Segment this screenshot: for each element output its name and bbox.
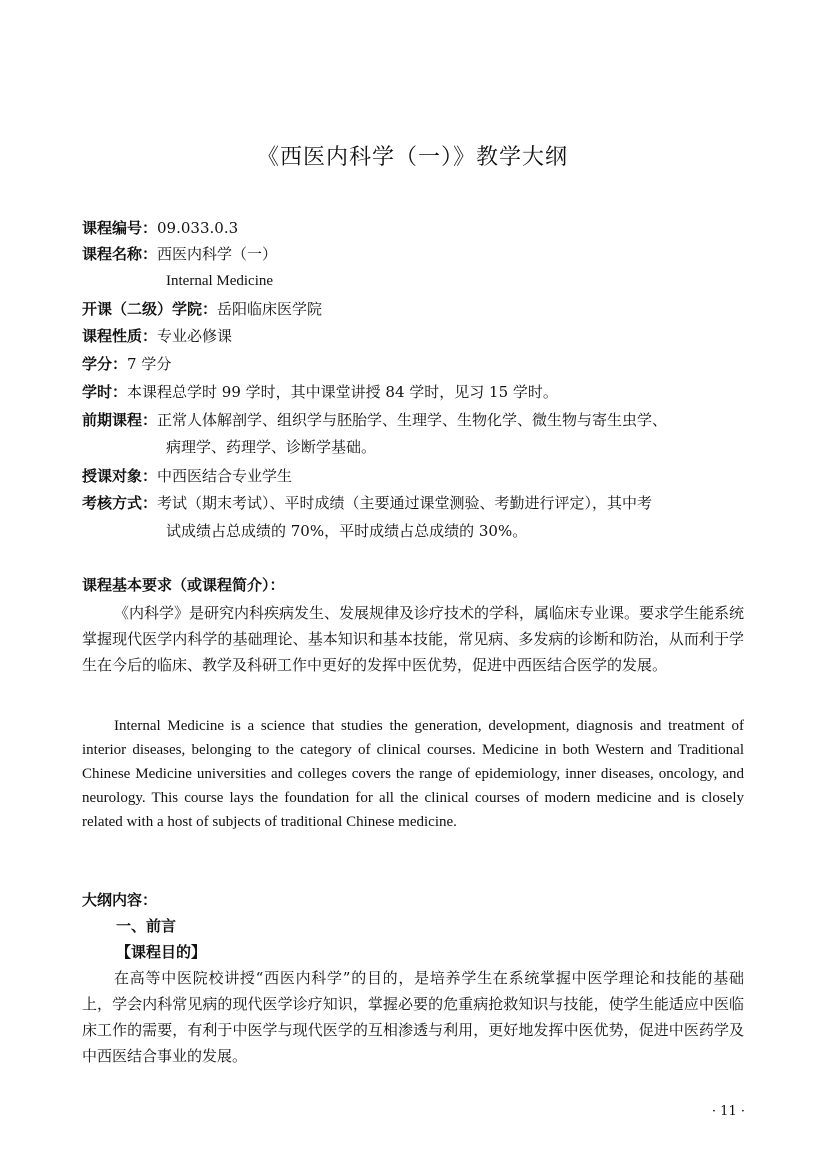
basic-requirements-heading: 课程基本要求（或课程简介）： [82,576,285,594]
purpose-heading: 【课程目的】 [116,943,207,961]
course-code-row [82,216,238,240]
prereq-row [82,408,667,432]
credits-label: 学分： [82,355,128,373]
target-value: 中西医结合专业学生 [157,467,293,485]
college-label: 开课（二级）学院： [82,300,218,318]
course-name-label: 课程名称： [82,245,158,263]
course-code-value: 09.033.0.3 [157,219,239,237]
college-row [82,297,322,321]
college-value: 岳阳临床医学院 [217,300,323,318]
page-number: · 11 · [711,1104,745,1119]
target-row [82,464,292,488]
assessment-line2: 试成绩占总成绩的 70%，平时成绩占总成绩的 30%。 [166,522,528,540]
credits-row [82,352,171,376]
target-label: 授课对象： [82,467,158,485]
page-title: 《西医内科学（一）》教学大纲 [256,145,568,170]
assessment-label: 考核方式： [82,494,158,512]
basic-requirements-en: Internal Medicine is a science that studies the generation, development, diagnosis and treatment of interior diseases, belonging to the category of clinical courses. Medicine in both Western and Traditional Chinese Medicine universities and colleges covers the range of epidemiology, inner diseases, oncology, and neurology. This course lays the foundation for all the clinical courses of modern medicine and is closely related with a host of subjects of traditional Chinese medicine. [82,718,744,830]
section-preface-heading: 一、前言 [116,917,177,935]
hours-label: 学时： [82,383,128,401]
course-name-english: Internal Medicine [166,273,274,289]
hours-row [82,380,558,404]
prereq-line2: 病理学、药理学、诊断学基础。 [166,438,377,456]
nature-label: 课程性质： [82,327,158,345]
prereq-line1: 正常人体解剖学、组织学与胚胎学、生理学、生物化学、微生物与寄生虫学、 [157,411,668,429]
outline-heading: 大纲内容： [82,891,158,909]
assessment-row [82,491,652,515]
prereq-label: 前期课程： [82,411,158,429]
credits-value: 7 学分 [127,355,172,373]
assessment-line1: 考试（期末考试）、平时成绩（主要通过课堂测验、考勤进行评定），其中考 [157,494,653,512]
basic-requirements-cn: 《内科学》是研究内科疾病发生、发展规律及诊疗技术的学科，属临床专业课。要求学生能系统掌握现代医学内科学的基础理论、基本知识和基本技能，常见病、多发病的诊断和防治，从而利于学生在今后的临床、教学及科研工作中更好的发挥中医优势，促进中西医结合医学的发展。 [82,604,745,674]
course-code-label: 课程编号： [82,219,158,237]
hours-value: 本课程总学时 99 学时，其中课堂讲授 84 学时，见习 15 学时。 [127,383,558,401]
purpose-text: 在高等中医院校讲授“西医内科学”的目的，是培养学生在系统掌握中医学理论和技能的基础上，学会内科常见病的现代医学诊疗知识，掌握必要的危重病抢救知识与技能，使学生能适应中医临床工作的需要，有利于中医学与现代医学的互相渗透与利用，更好地发挥中医优势，促进中医药学及中西医结合事业的发展。 [82,969,744,1065]
nature-row [82,324,232,348]
nature-value: 专业必修课 [157,327,233,345]
course-name-row [82,242,277,266]
course-name-value: 西医内科学（一） [157,245,278,263]
